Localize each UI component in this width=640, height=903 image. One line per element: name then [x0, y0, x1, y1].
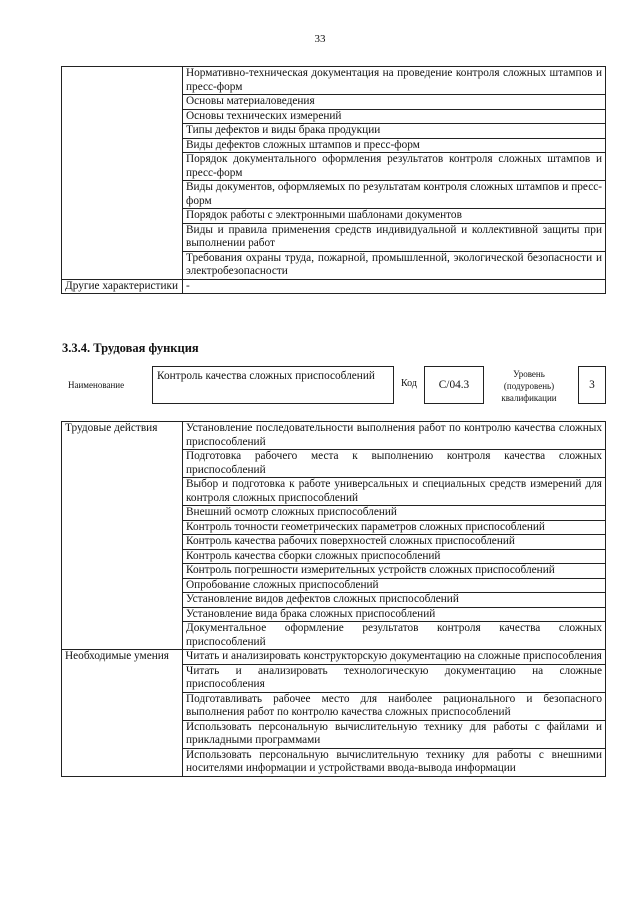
level-label-line-3: квалификации	[501, 393, 557, 403]
row-category-label: Необходимые умения	[62, 650, 183, 777]
table-cell: Виды и правила применения средств индивидуальной и коллективной защиты при выполнении работ	[183, 223, 606, 251]
table-cell: Опробование сложных приспособлений	[183, 578, 606, 593]
table-cell: Контроль качества сборки сложных приспособлений	[183, 549, 606, 564]
table-cell: Порядок работы с электронными шаблонами документов	[183, 209, 606, 224]
table-row	[62, 422, 606, 450]
table-cell: Читать и анализировать технологическую документацию на сложные приспособления	[183, 664, 606, 692]
level-label-line-2: (подуровень)	[503, 381, 555, 391]
table-cell: Порядок документального оформления результатов контроля сложных штампов и пресс-форм	[183, 153, 606, 181]
row-category-label	[62, 67, 183, 280]
table-cell: Документальное оформление результатов контроля качества сложных приспособлений	[183, 622, 606, 650]
table-row	[62, 650, 606, 665]
table-cell: Установление видов дефектов сложных приспособлений	[183, 593, 606, 608]
table-cell: Виды дефектов сложных штампов и пресс-форм	[183, 138, 606, 153]
function-name-value: Контроль качества сложных приспособлений	[152, 366, 394, 404]
table-cell: Нормативно-техническая документация на проведение контроля сложных штампов и пресс-форм	[183, 67, 606, 95]
level-label-line-1: Уровень	[513, 369, 545, 379]
top-table	[61, 66, 606, 294]
table-cell: Выбор и подготовка к работе универсальных и специальных средств измерений для контроля сложных приспособлений	[183, 478, 606, 506]
section-title: 3.3.4. Трудовая функция	[62, 341, 199, 355]
table-cell: Читать и анализировать конструкторскую документацию на сложные приспособления	[183, 650, 606, 665]
table-row	[62, 279, 606, 294]
table-cell: Подготовка рабочего места к выполнению контроля качества сложных приспособлений	[183, 450, 606, 478]
table-cell: Контроль качества рабочих поверхностей сложных приспособлений	[183, 535, 606, 550]
table-cell: Типы дефектов и виды брака продукции	[183, 124, 606, 139]
table-row	[62, 67, 606, 95]
table-cell: Установление вида брака сложных приспособлений	[183, 607, 606, 622]
code-label: Код	[401, 378, 417, 389]
row-category-label: Трудовые действия	[62, 422, 183, 650]
table-cell: Установление последовательности выполнения работ по контролю качества сложных приспособлений	[183, 422, 606, 450]
qualification-level-value: 3	[578, 366, 606, 404]
table-cell: Использовать персональную вычислительную технику для работы с файлами и прикладными программами	[183, 720, 606, 748]
table-cell: Контроль погрешности измерительных устройств сложных приспособлений	[183, 564, 606, 579]
table-cell: Виды документов, оформляемых по результатам контроля сложных штампов и пресс-форм	[183, 181, 606, 209]
table-cell: Требования охраны труда, пожарной, промышленной, экологической безопасности и электробезопасности	[183, 251, 606, 279]
labor-function-table	[61, 421, 606, 777]
table-cell: Основы технических измерений	[183, 109, 606, 124]
table-cell: -	[183, 279, 606, 294]
name-label: Наименование	[68, 380, 125, 390]
table-cell: Использовать персональную вычислительную технику для работы с внешними носителями информации и устройствами ввода-вывода информации	[183, 748, 606, 776]
page-number: 33	[314, 33, 326, 45]
table-cell: Внешний осмотр сложных приспособлений	[183, 506, 606, 521]
table-cell: Подготавливать рабочее место для наиболее рационального и безопасного выполнения работ по контролю качества сложных приспособлений	[183, 692, 606, 720]
row-category-label: Другие характеристики	[62, 279, 183, 294]
table-cell: Контроль точности геометрических параметров сложных приспособлений	[183, 520, 606, 535]
table-cell: Основы материаловедения	[183, 95, 606, 110]
qualification-level-label	[490, 368, 568, 404]
function-code-value: C/04.3	[424, 366, 484, 404]
